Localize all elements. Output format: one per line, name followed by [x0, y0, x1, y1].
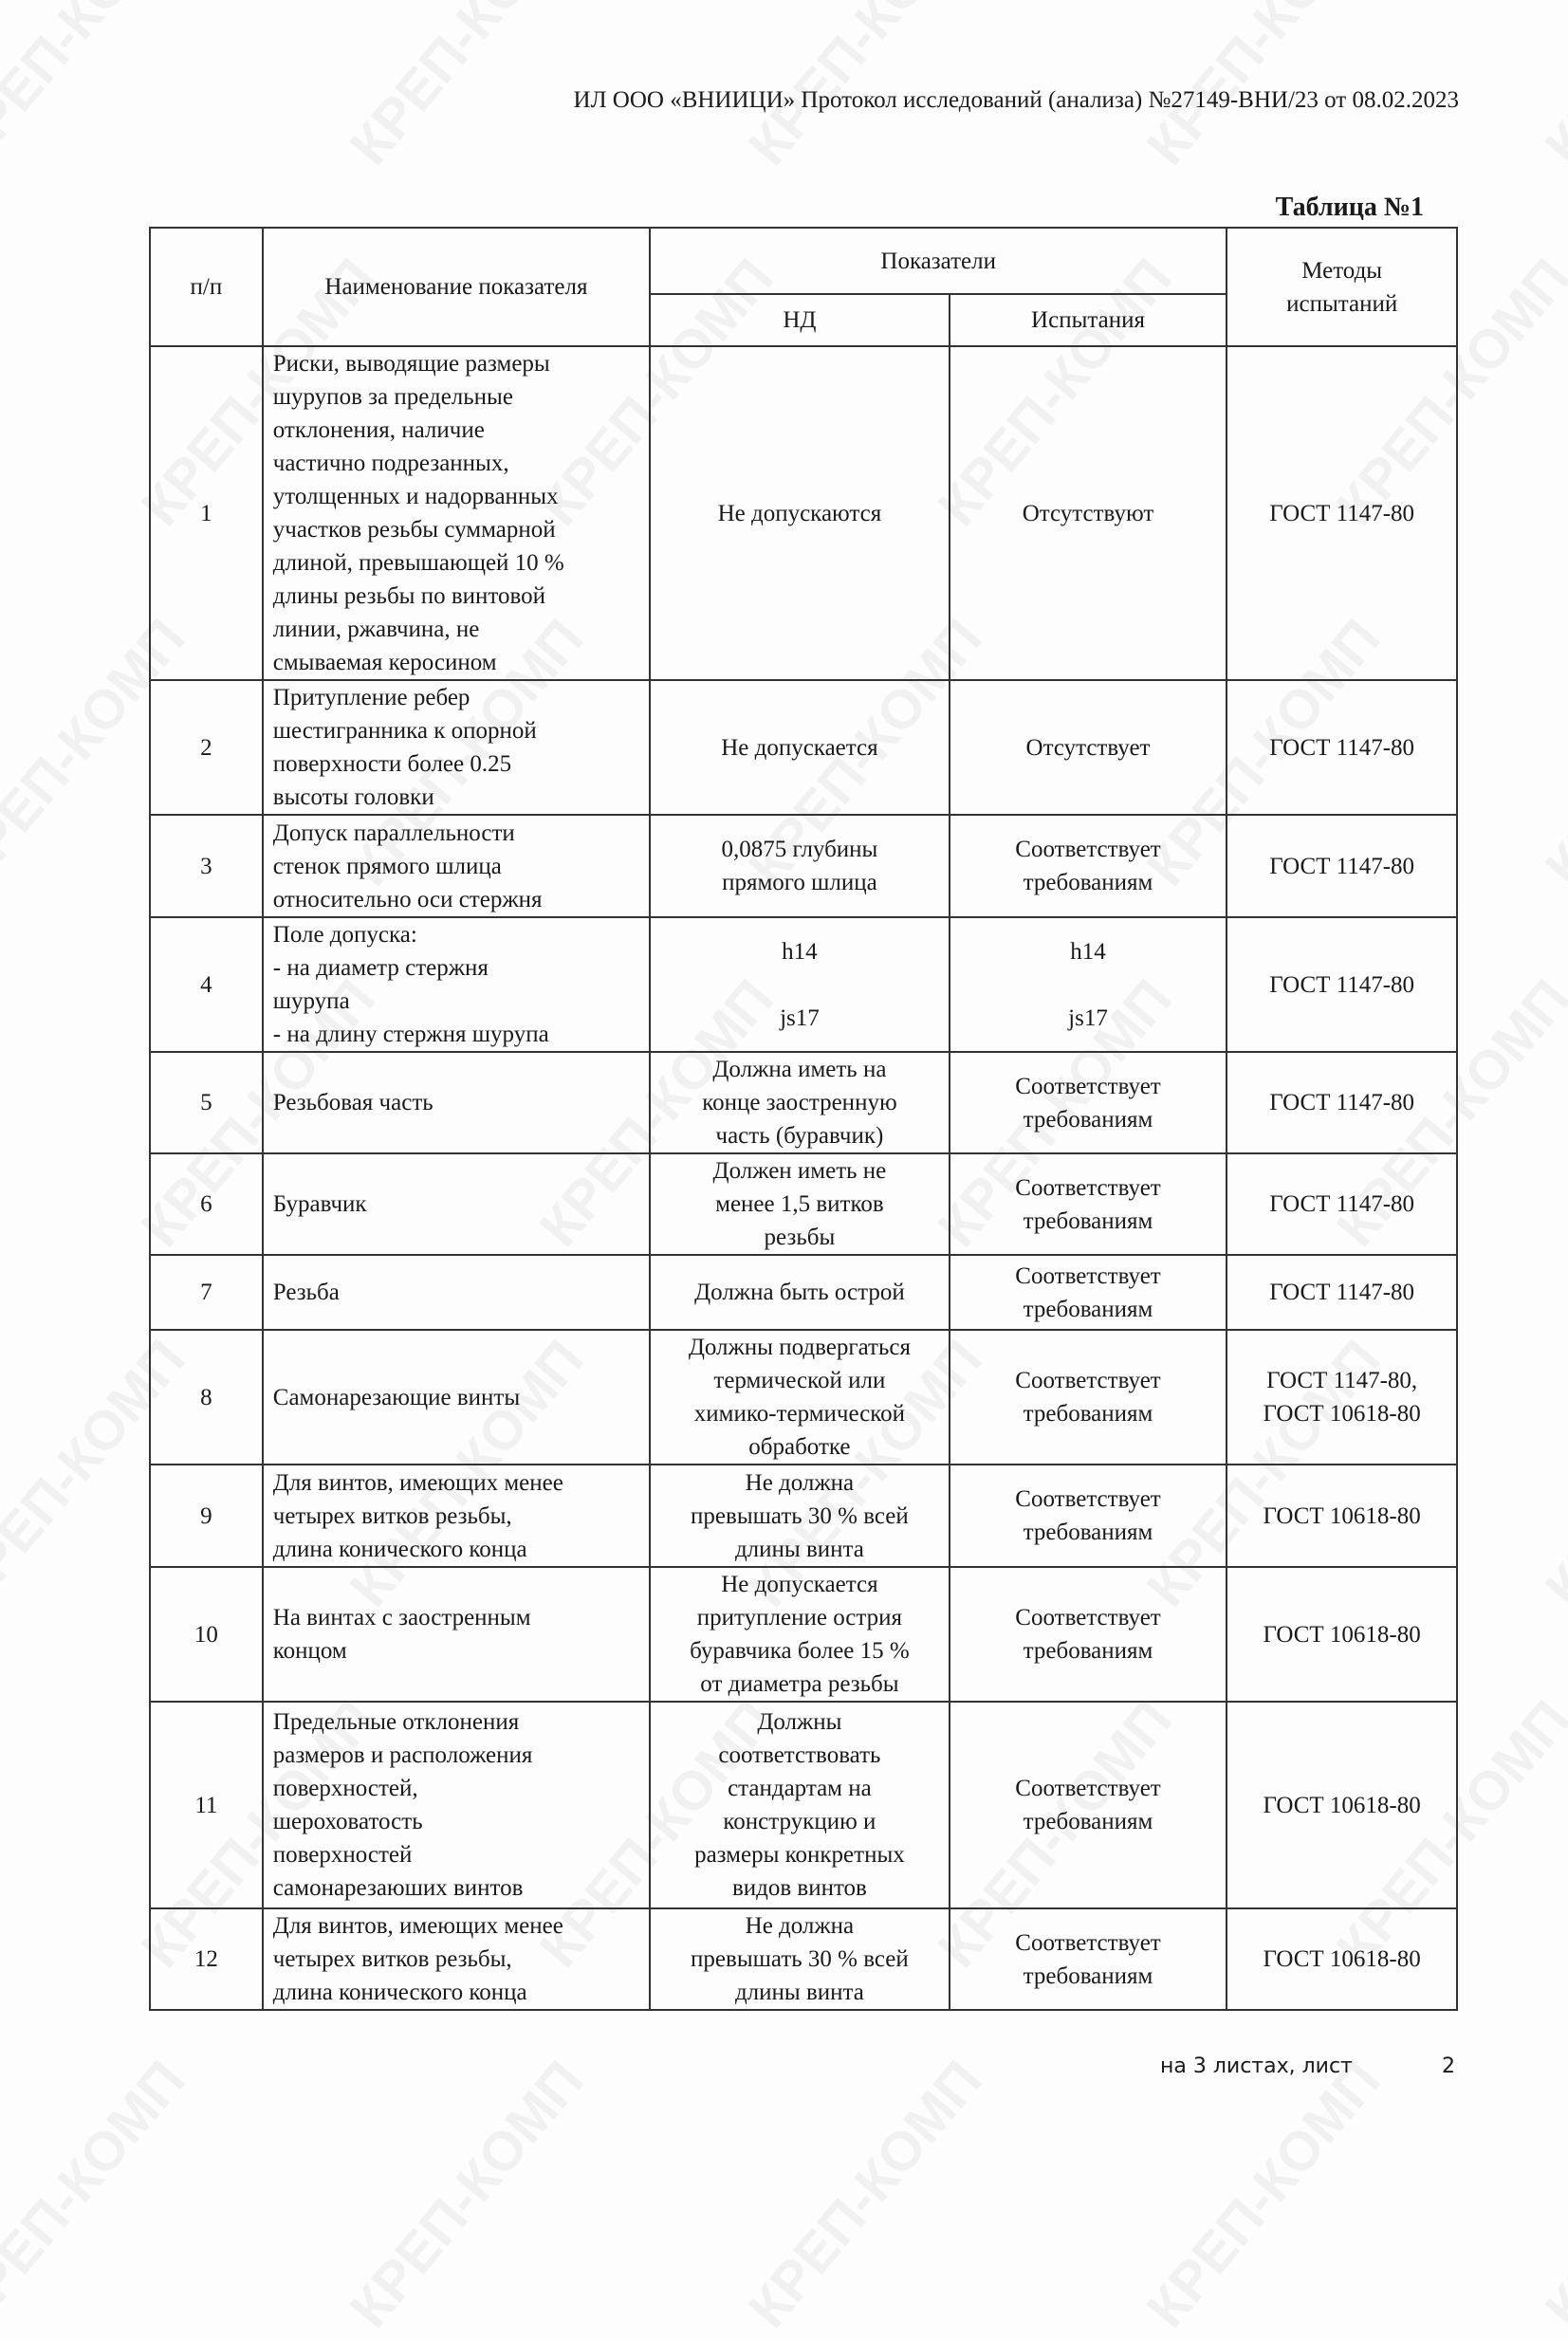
row-test: Соответствует требованиям [950, 1153, 1227, 1255]
row-nd: Должны соответствовать стандартам на конструкцию и размеры конкретных видов винтов [650, 1702, 950, 1908]
row-nd: Должен иметь не менее 1,5 витков резьбы [650, 1153, 950, 1255]
row-nd: Должны подвергаться термической или химико-термической обработке [650, 1330, 950, 1465]
row-name: Допуск параллельности стенок прямого шлица относительно оси стержня [263, 815, 650, 917]
row-method: ГОСТ 1147-80, ГОСТ 10618-80 [1227, 1330, 1457, 1465]
watermark-text [338, 2049, 597, 2340]
watermark-text [1533, 607, 1568, 898]
row-name: Резьбовая часть [263, 1052, 650, 1153]
table-row [150, 1465, 1457, 1567]
row-name: Для винтов, имеющих менее четырех витков резьбы, длина конического конца [263, 1908, 650, 2010]
row-nd: 0,0875 глубины прямого шлица [650, 815, 950, 917]
row-nd: h14 js17 [650, 917, 950, 1052]
row-test: Соответствует требованиям [950, 815, 1227, 917]
row-number: 5 [150, 1052, 263, 1153]
row-number: 11 [150, 1702, 263, 1908]
watermark-text [0, 2049, 197, 2340]
row-test: Соответствует требованиям [950, 1465, 1227, 1567]
row-method: ГОСТ 10618-80 [1227, 1567, 1457, 1702]
row-number: 2 [150, 680, 263, 815]
row-method: ГОСТ 1147-80 [1227, 680, 1457, 815]
table-row [150, 680, 1457, 815]
table-row [150, 1567, 1457, 1702]
watermark-text [1533, 0, 1568, 177]
row-number: 9 [150, 1465, 263, 1567]
row-test: Соответствует требованиям [950, 1702, 1227, 1908]
document-header: ИЛ ООО «ВНИИЦИ» Протокол исследований (анализа) №27149-ВНИ/23 от 08.02.2023 [573, 87, 1459, 113]
row-name: Притупление ребер шестигранника к опорной поверхности более 0.25 высоты головки [263, 680, 650, 815]
row-method: ГОСТ 1147-80 [1227, 1153, 1457, 1255]
row-nd: Не допускаются [650, 346, 950, 680]
row-nd: Должна иметь на конце заостренную часть (буравчик) [650, 1052, 950, 1153]
col-nd: НД [650, 294, 950, 346]
table-row [150, 1908, 1457, 2010]
table-row [150, 1255, 1457, 1330]
row-name: Для винтов, имеющих менее четырех витков резьбы, длина конического конца [263, 1465, 650, 1567]
table-row [150, 815, 1457, 917]
watermark-text [1134, 2049, 1393, 2340]
table-row [150, 346, 1457, 680]
row-test: Соответствует требованиям [950, 1052, 1227, 1153]
row-method: ГОСТ 1147-80 [1227, 346, 1457, 680]
row-number: 7 [150, 1255, 263, 1330]
row-method: ГОСТ 10618-80 [1227, 1702, 1457, 1908]
row-test: Соответствует требованиям [950, 1908, 1227, 2010]
row-number: 8 [150, 1330, 263, 1465]
row-test: Отсутствуют [950, 346, 1227, 680]
row-nd: Не допускается притупление острия буравчика более 15 % от диаметра резьбы [650, 1567, 950, 1702]
table-title: Таблица №1 [1275, 193, 1424, 222]
table-row [150, 917, 1457, 1052]
row-method: ГОСТ 10618-80 [1227, 1908, 1457, 2010]
col-indicators: Показатели [650, 228, 1227, 294]
row-method: ГОСТ 1147-80 [1227, 1052, 1457, 1153]
row-name: Поле допуска: - на диаметр стержня шурупа - на длину стержня шурупа [263, 917, 650, 1052]
row-name: Предельные отклонения размеров и расположения поверхностей, шероховатость поверхностей самонарезаюших винтов [263, 1702, 650, 1908]
col-methods: Методы испытаний [1227, 228, 1457, 346]
watermark-text [1533, 2049, 1568, 2340]
footer-sheets: на 3 листах, лист [1160, 2054, 1353, 2078]
watermark-text [736, 2049, 995, 2340]
row-nd: Не допускается [650, 680, 950, 815]
row-number: 6 [150, 1153, 263, 1255]
row-nd: Не должна превышать 30 % всей длины винта [650, 1465, 950, 1567]
row-nd: Должна быть острой [650, 1255, 950, 1330]
row-number: 10 [150, 1567, 263, 1702]
row-test: Соответствует требованиям [950, 1255, 1227, 1330]
row-method: ГОСТ 1147-80 [1227, 815, 1457, 917]
results-table [149, 227, 1458, 2011]
row-test: Отсутствует [950, 680, 1227, 815]
row-name: На винтах с заостренным концом [263, 1567, 650, 1702]
row-method: ГОСТ 1147-80 [1227, 917, 1457, 1052]
col-test: Испытания [950, 294, 1227, 346]
footer-page-number: 2 [1442, 2054, 1455, 2078]
row-name: Риски, выводящие размеры шурупов за предельные отклонения, наличие частично подрезанных, утолщенных и надорванных участков резьбы суммарной длиной, превышающей 10 % длины резьбы по винтовой линии, ржавчина, не смываемая керосином [263, 346, 650, 680]
table-row [150, 1153, 1457, 1255]
row-test: Соответствует требованиям [950, 1330, 1227, 1465]
row-name: Буравчик [263, 1153, 650, 1255]
row-number: 4 [150, 917, 263, 1052]
row-test: h14 js17 [950, 917, 1227, 1052]
table-row [150, 1702, 1457, 1908]
row-method: ГОСТ 1147-80 [1227, 1255, 1457, 1330]
row-number: 12 [150, 1908, 263, 2010]
row-nd: Не должна превышать 30 % всей длины винта [650, 1908, 950, 2010]
table-row [150, 1052, 1457, 1153]
col-name: Наименование показателя [263, 228, 650, 346]
row-number: 1 [150, 346, 263, 680]
row-method: ГОСТ 10618-80 [1227, 1465, 1457, 1567]
table-row [150, 1330, 1457, 1465]
col-num: п/п [150, 228, 263, 346]
row-name: Резьба [263, 1255, 650, 1330]
row-name: Самонарезающие винты [263, 1330, 650, 1465]
row-test: Соответствует требованиям [950, 1567, 1227, 1702]
row-number: 3 [150, 815, 263, 917]
watermark-text [1533, 1328, 1568, 1619]
